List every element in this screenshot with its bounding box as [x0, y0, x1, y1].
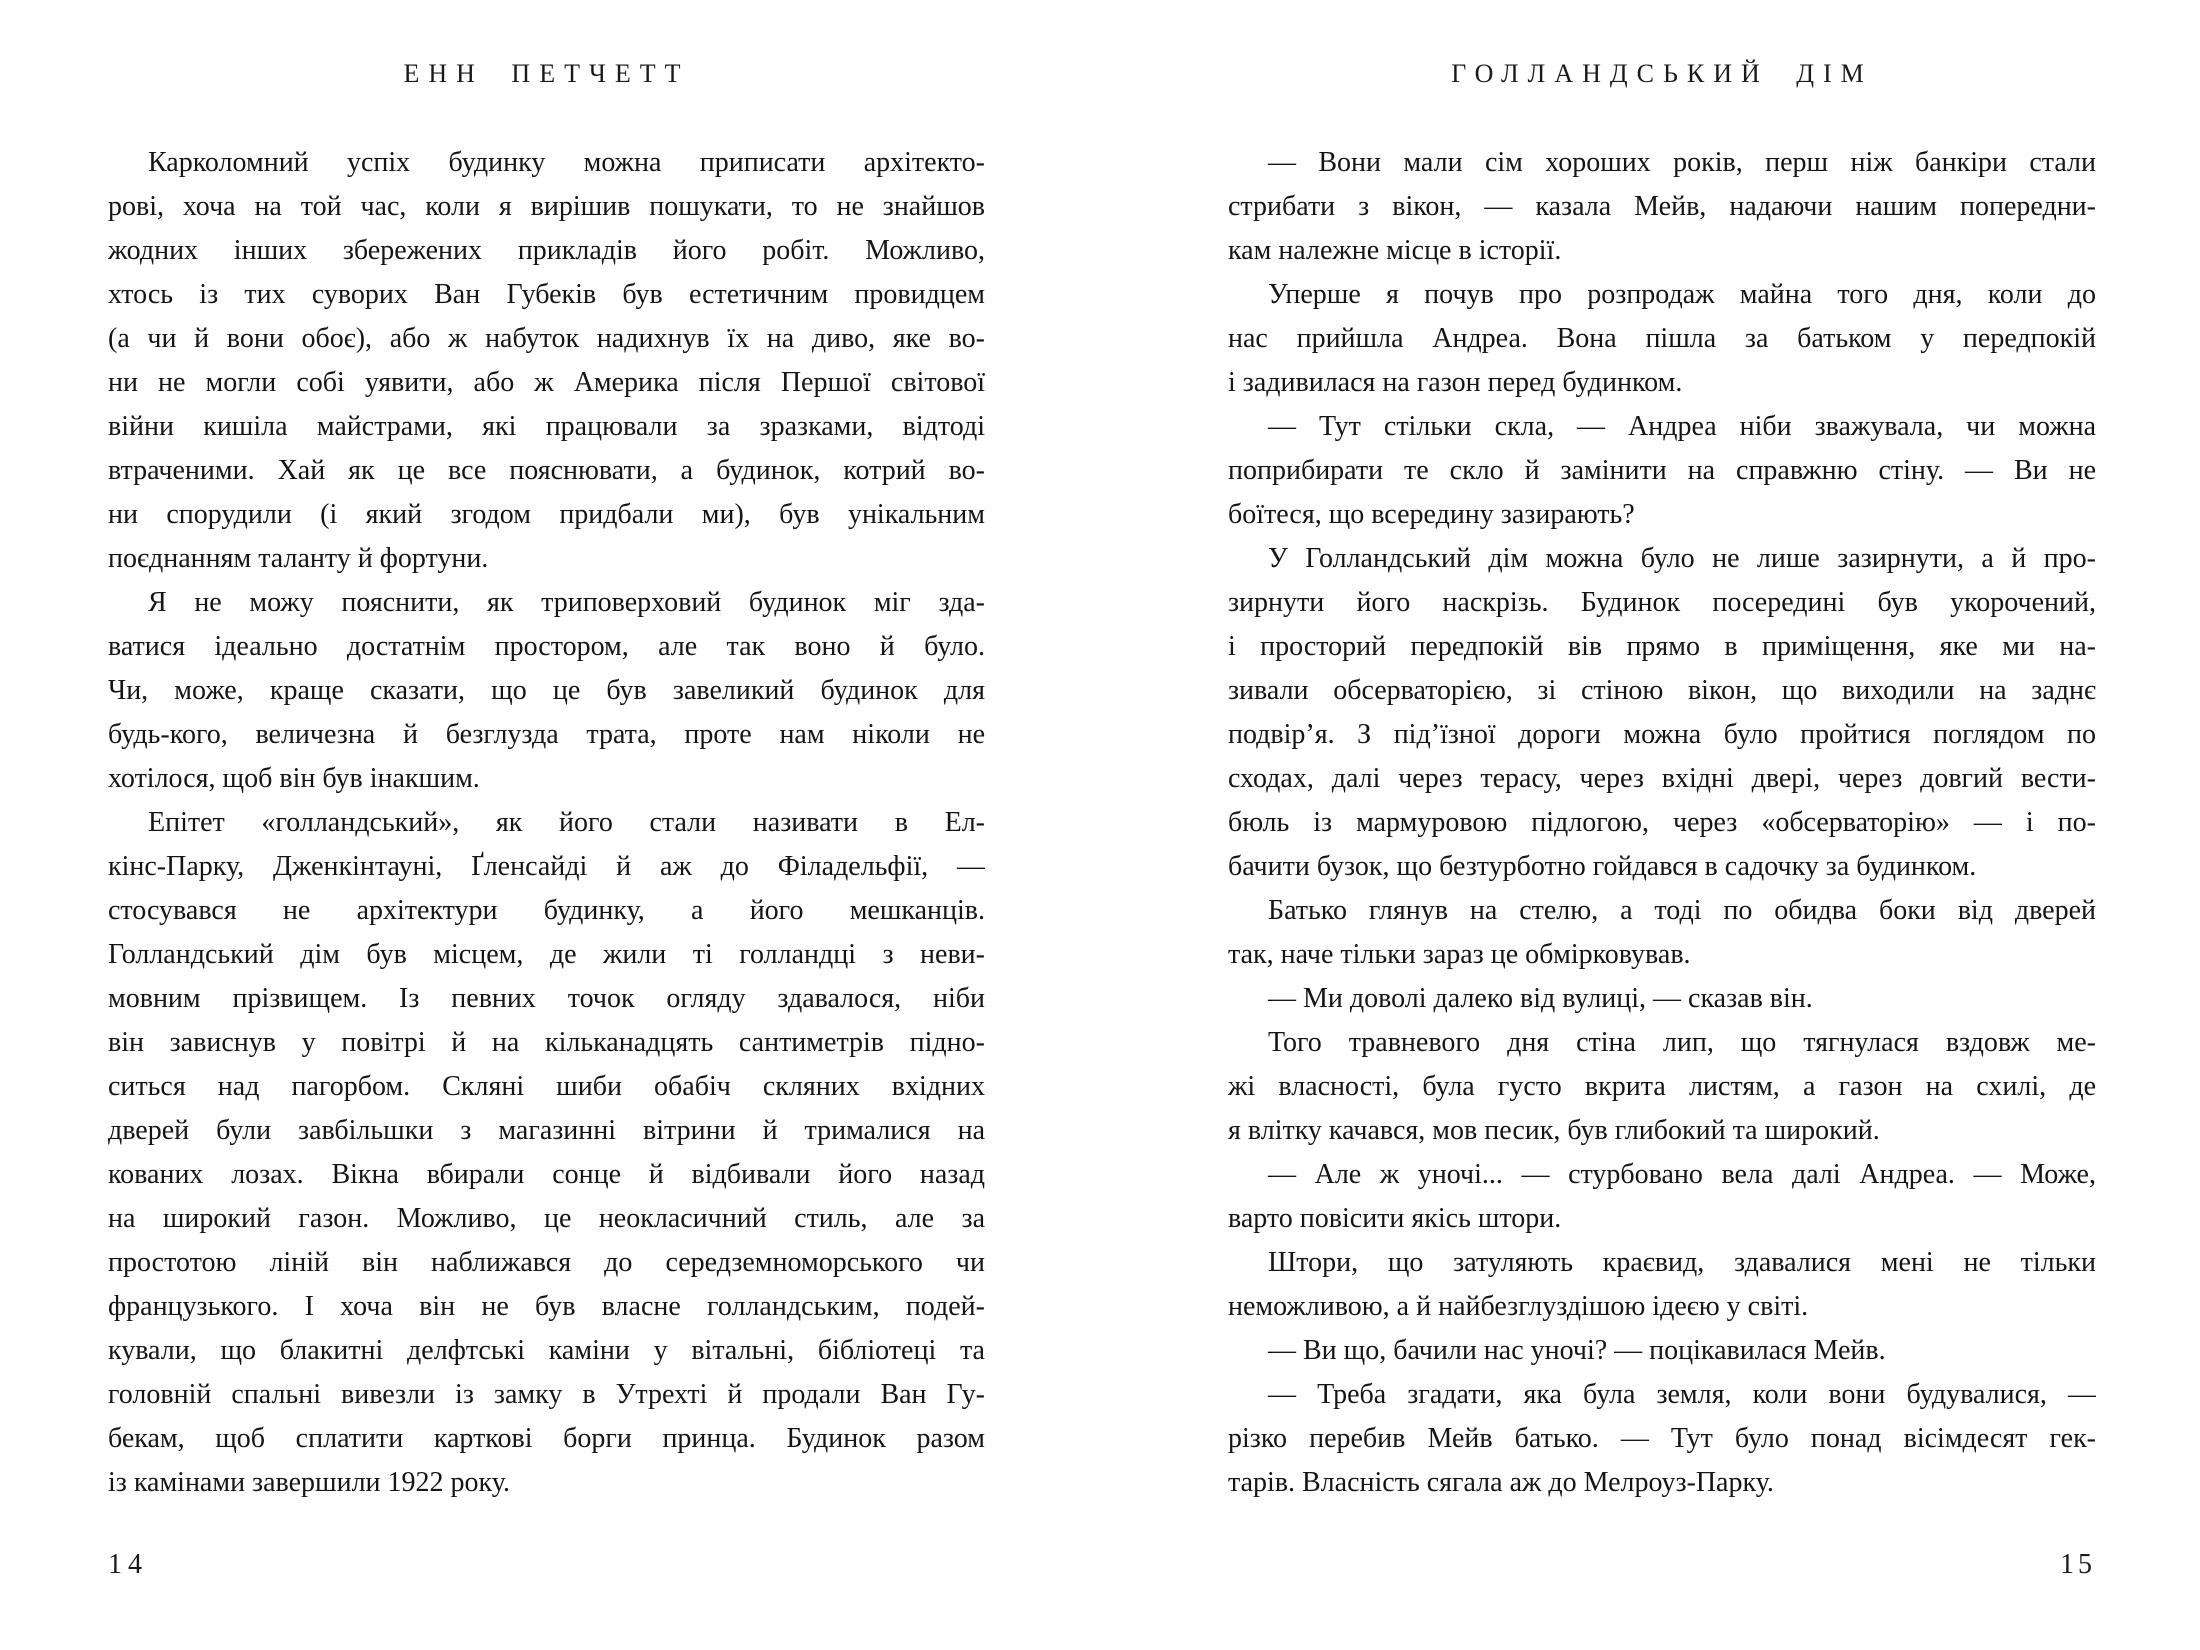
text-line: поприбирати те скло й замінити на справжню стіну. — Ви не	[1228, 455, 2096, 486]
text-line: тарів. Власність сягала аж до Мелроуз-Парку.	[1228, 1467, 1774, 1498]
text-line: хтось із тих суворих Ван Губеків був естетичним провидцем	[108, 279, 985, 310]
text-line: французького. І хоча він не був власне голландським, подей-	[108, 1291, 985, 1322]
page-right-text-block	[1228, 141, 2096, 1505]
text-line: Голландський дім був місцем, де жили ті голландці з неви-	[108, 939, 985, 970]
text-line: простотою ліній він наближався до середземноморського чи	[108, 1247, 985, 1278]
text-line: жодних інших збережених прикладів його робіт. Можливо,	[108, 235, 985, 266]
text-line: ни не могли собі уявити, або ж Америка після Першої світової	[108, 367, 985, 398]
text-line: Я не можу пояснити, як триповерховий будинок міг зда-	[148, 587, 985, 618]
text-line: мовним прізвищем. Із певних точок огляду здавалося, ніби	[108, 983, 985, 1014]
text-line: (а чи й вони обоє), або ж набуток надихнув їх на диво, яке во-	[108, 323, 985, 354]
text-line: кінс-Парку, Дженкінтауні, Ґленсайді й аж до Філадельфії, —	[108, 851, 985, 882]
text-line: Штори, що затуляють краєвид, здавалися мені не тільки	[1268, 1247, 2096, 1278]
text-line: війни кишіла майстрами, які працювали за зразками, відтоді	[108, 411, 985, 442]
text-line: — Вони мали сім хороших років, перш ніж банкіри стали	[1268, 147, 2096, 178]
text-line: ватися ідеально достатнім простором, але так воно й було.	[108, 631, 985, 662]
text-line: кам належне місце в історії.	[1228, 235, 1562, 266]
text-line: боїтеся, що всередину зазирають?	[1228, 499, 1635, 530]
text-line: кували, що блакитні делфтські каміни у вітальні, бібліотеці та	[108, 1335, 985, 1366]
text-line: бюль із мармуровою підлогою, через «обсерваторію» — і по-	[1228, 807, 2096, 838]
text-line: і просторий передпокій вів прямо в приміщення, яке ми на-	[1228, 631, 2096, 662]
text-line: Чи, може, краще сказати, що це був завеликий будинок для	[108, 675, 985, 706]
page-number-right: 15	[2060, 1549, 2096, 1580]
text-line: кованих лозах. Вікна вбирали сонце й відбивали його назад	[108, 1159, 985, 1190]
page-right	[1228, 0, 2096, 1650]
text-line: він зависнув у повітрі й на кільканадцять сантиметрів підно-	[108, 1027, 985, 1058]
text-line: жі власності, була густо вкрита листям, а газон на схилі, де	[1228, 1071, 2096, 1102]
text-line: так, наче тільки зараз це обмірковував.	[1228, 939, 1691, 970]
text-line: — Тут стільки скла, — Андреа ніби зважувала, чи можна	[1268, 411, 2096, 442]
running-head-title: ГОЛЛАНДСЬКИЙ ДІМ	[1451, 59, 1873, 88]
text-line: варто повісити якісь штори.	[1228, 1203, 1562, 1234]
text-line: Того травневого дня стіна лип, що тягнулася вздовж ме-	[1268, 1027, 2096, 1058]
running-head-author: ЕНН ПЕТЧЕТТ	[403, 59, 690, 88]
text-line: стосувався не архітектури будинку, а його мешканців.	[108, 895, 985, 926]
text-line: У Голландський дім можна було не лише зазирнути, а й про-	[1268, 543, 2096, 574]
text-line: на широкий газон. Можливо, це неокласичний стиль, але за	[108, 1203, 985, 1234]
text-line: — Ми доволі далеко від вулиці, — сказав він.	[1268, 983, 1813, 1014]
page-left-text-block	[108, 141, 985, 1505]
text-line: поєднанням таланту й фортуни.	[108, 543, 489, 574]
text-line: дверей були завбільшки з магазинні вітрини й трималися на	[108, 1115, 985, 1146]
text-line: будь-кого, величезна й безглузда трата, проте нам ніколи не	[108, 719, 985, 750]
text-line: я влітку качався, мов песик, був глибокий та широкий.	[1228, 1115, 1880, 1146]
text-line: різко перебив Мейв батько. — Тут було понад вісімдесят гек-	[1228, 1423, 2096, 1454]
text-line: хотілося, щоб він був інакшим.	[108, 763, 480, 794]
text-line: Карколомний успіх будинку можна приписати архітекто-	[148, 147, 985, 178]
text-line: бекам, щоб сплатити карткові борги принца. Будинок разом	[108, 1423, 985, 1454]
text-line: — Але ж уночі... — стурбовано вела далі Андреа. — Може,	[1268, 1159, 2096, 1190]
text-line: ни спорудили (і який згодом придбали ми), був унікальним	[108, 499, 985, 530]
text-line: Епітет «голландський», як його стали називати в Ел-	[148, 807, 985, 838]
text-line: із камінами завершили 1922 року.	[108, 1467, 510, 1498]
text-line: сходах, далі через терасу, через вхідні двері, через довгий вести-	[1228, 763, 2096, 794]
text-line: Уперше я почув про розпродаж майна того дня, коли до	[1268, 279, 2096, 310]
text-line: головній спальні вивезли із замку в Утрехті й продали Ван Гу-	[108, 1379, 985, 1410]
text-line: стрибати з вікон, — казала Мейв, надаючи нашим попередни-	[1228, 191, 2096, 222]
text-line: втраченими. Хай як це все пояснювати, а будинок, котрий во-	[108, 455, 985, 486]
page-number-left: 14	[108, 1549, 148, 1580]
text-line: рові, хоча на той час, коли я вирішив пошукати, то не знайшов	[108, 191, 985, 222]
text-line: подвір’я. З під’їзної дороги можна було пройтися поглядом по	[1228, 719, 2096, 750]
text-line: Батько глянув на стелю, а тоді по обидва боки від дверей	[1268, 895, 2096, 926]
text-line: зирнути його наскрізь. Будинок посередині був укорочений,	[1228, 587, 2096, 618]
text-line: — Треба згадати, яка була земля, коли вони будувалися, —	[1268, 1379, 2096, 1410]
text-line: — Ви що, бачили нас уночі? — поцікавилася Мейв.	[1268, 1335, 1886, 1366]
text-line: нас прийшла Андреа. Вона пішла за батьком у передпокій	[1228, 323, 2096, 354]
page-left	[108, 0, 985, 1650]
text-line: бачити бузок, що безтурботно гойдався в садочку за будинком.	[1228, 851, 1977, 882]
text-line: і задивилася на газон перед будинком.	[1228, 367, 1683, 398]
text-line: зивали обсерваторією, зі стіною вікон, що виходили на заднє	[1228, 675, 2096, 706]
text-line: ситься над пагорбом. Скляні шиби обабіч скляних вхідних	[108, 1071, 985, 1102]
text-line: неможливою, а й найбезглуздішою ідеєю у світі.	[1228, 1291, 1809, 1322]
